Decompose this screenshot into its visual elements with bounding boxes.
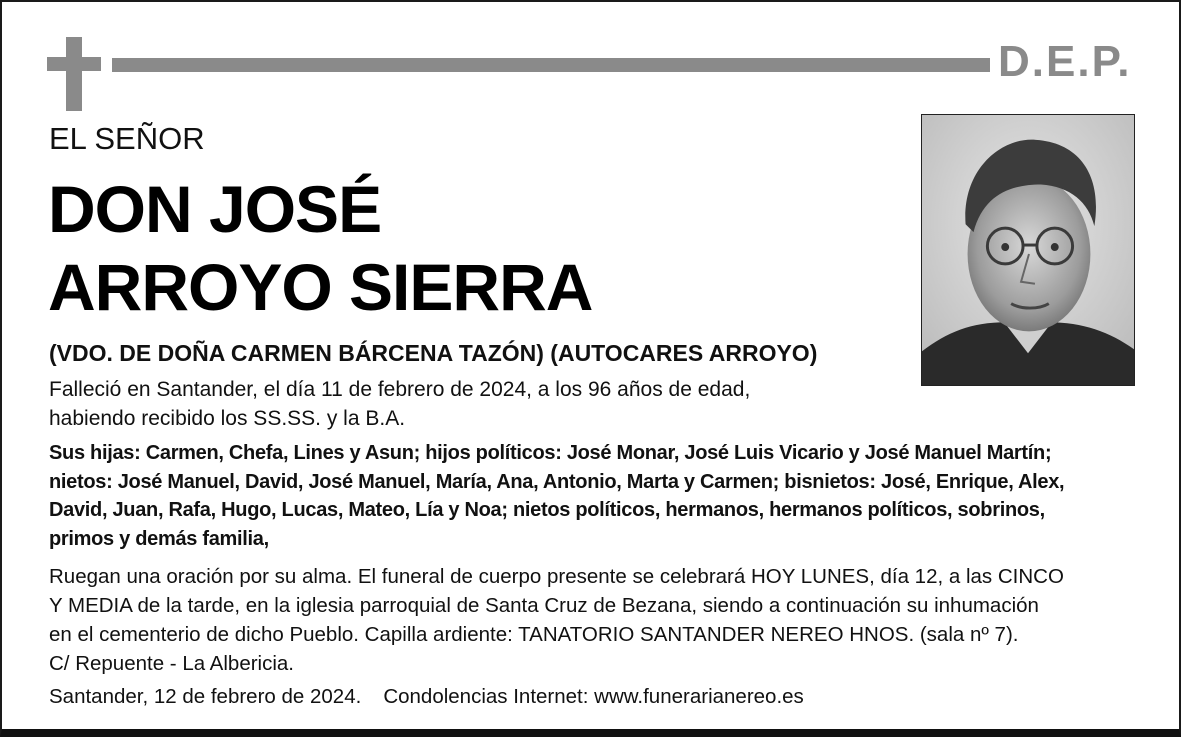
death-notice-line: Falleció en Santander, el día 11 de febrero de 2024, a los 96 años de edad, <box>49 378 751 401</box>
family-line: primos y demás familia, <box>49 527 269 550</box>
name-line-1: DON JOSÉ <box>48 172 382 246</box>
header-rule <box>112 58 990 72</box>
honorific-prefix: EL SEÑOR <box>49 121 205 156</box>
spouse-line: (VDO. DE DOÑA CARMEN BÁRCENA TAZÓN) (AUTOCARES ARROYO) <box>49 340 818 366</box>
family-line: Sus hijas: Carmen, Chefa, Lines y Asun; hijos políticos: José Monar, José Luis Vicario y José Manuel Martín; <box>49 442 1052 464</box>
family-line: nietos: José Manuel, David, José Manuel, María, Ana, Antonio, Marta y Carmen; bisnietos: José, Enrique, Alex, <box>49 470 1065 493</box>
death-notice-line: habiendo recibido los SS.SS. y la B.A. <box>49 407 406 430</box>
family-line: David, Juan, Rafa, Hugo, Lucas, Mateo, Lía y Noa; nietos políticos, hermanos, hermanos políticos, sobrinos, <box>49 499 1045 521</box>
death-notice <box>49 375 869 433</box>
deceased-portrait-photo <box>921 114 1135 386</box>
name-line-2: ARROYO SIERRA <box>48 250 593 324</box>
deceased-name <box>48 170 592 326</box>
family-list <box>49 439 1149 553</box>
footer <box>49 682 1149 711</box>
funeral-line: en el cementerio de dicho Pueblo. Capilla ardiente: TANATORIO SANTANDER NEREO HNOS. (sala nº 7). <box>49 623 1019 646</box>
funeral-line: C/ Repuente - La Albericia. <box>49 652 294 675</box>
funeral-line: Ruegan una oración por su alma. El funeral de cuerpo presente se celebrará HOY LUNES, día 12, a las CINCO <box>49 565 1064 588</box>
funeral-details <box>49 562 1149 678</box>
place-date: Santander, 12 de febrero de 2024. <box>49 685 362 708</box>
condolences-link[interactable]: Condolencias Internet: www.funerarianereo.es <box>383 685 804 708</box>
dep-label: D.E.P. <box>998 37 1132 86</box>
latin-cross-icon <box>47 37 101 111</box>
funeral-line: Y MEDIA de la tarde, en la iglesia parroquial de Santa Cruz de Bezana, siendo a continuación su inhumación <box>49 594 1039 617</box>
